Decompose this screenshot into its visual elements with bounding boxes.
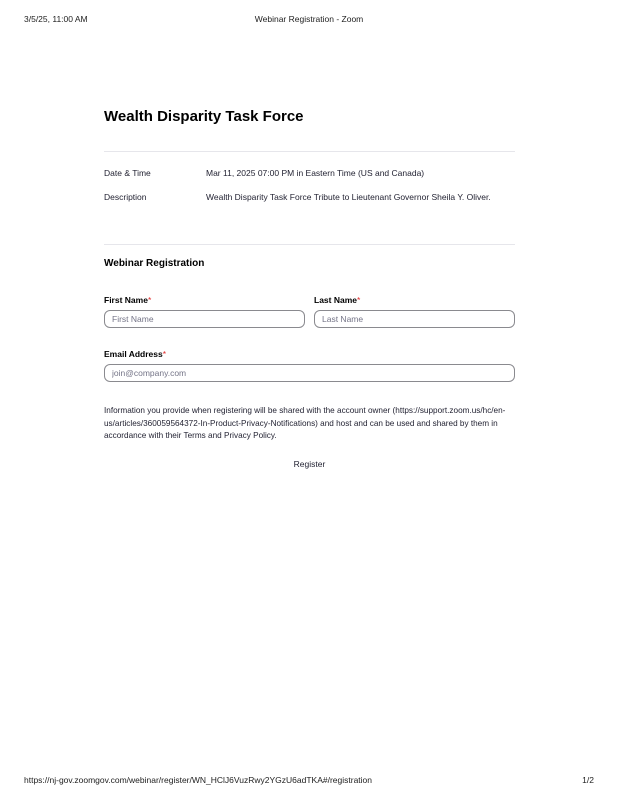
required-mark: * (162, 349, 167, 359)
privacy-notice: Information you provide when registering will be shared with the account owner (https://support.zoom.us/hc/en-us/articles/360059564372-In-Product-Privacy-Notifications) and host and can be used and shared by them in accordance with their Terms and Privacy Policy. (104, 406, 506, 440)
print-datetime: 3/5/25, 11:00 AM (24, 14, 88, 24)
event-title: Wealth Disparity Task Force (104, 108, 304, 125)
print-page-title: Webinar Registration - Zoom (254, 14, 364, 24)
divider (104, 151, 515, 152)
first-name-input[interactable] (104, 310, 305, 328)
required-mark: * (357, 295, 361, 305)
last-name-label (314, 295, 360, 305)
last-name-label-text: Last Name (314, 295, 357, 305)
required-mark: * (147, 295, 152, 305)
email-input[interactable] (104, 364, 515, 382)
date-time-value: Mar 11, 2025 07:00 PM in Eastern Time (US and Canada) (206, 168, 425, 178)
divider (104, 244, 515, 245)
email-label-text: Email Address (104, 349, 163, 359)
print-header (24, 14, 594, 26)
print-url: https://nj-gov.zoomgov.com/webinar/register/WN_HClJ6VuzRwy2YGzU6adTKA#/registration (24, 775, 373, 785)
description-label: Description (104, 192, 147, 202)
first-name-label (104, 295, 151, 305)
print-page-number: 1/2 (582, 775, 594, 785)
section-title: Webinar Registration (104, 258, 205, 269)
last-name-input[interactable] (314, 310, 515, 328)
date-time-label: Date & Time (104, 168, 151, 178)
register-button[interactable]: Register (104, 457, 515, 471)
description-value: Wealth Disparity Task Force Tribute to Lieutenant Governor Sheila Y. Oliver. (206, 192, 491, 202)
print-footer (24, 775, 594, 787)
email-label (104, 349, 166, 359)
first-name-label-text: First Name (104, 295, 148, 305)
